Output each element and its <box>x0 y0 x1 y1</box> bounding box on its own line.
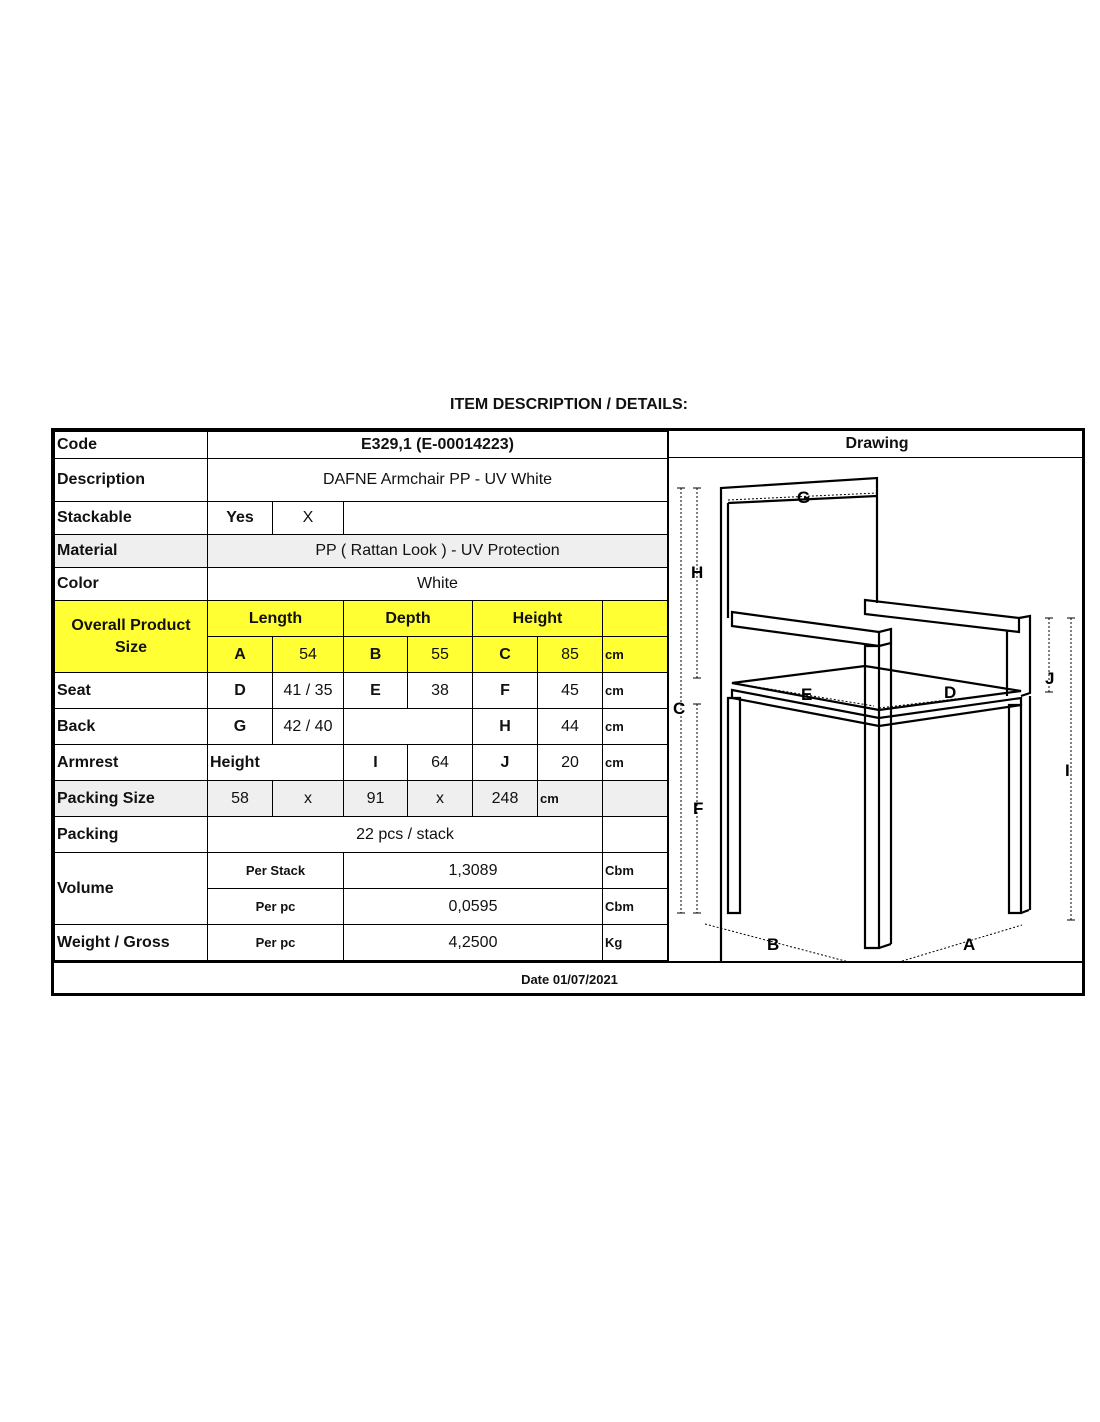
back-g-letter: G <box>208 709 273 745</box>
overall-depth-head: Depth <box>344 601 473 637</box>
overall-unit: cm <box>603 637 668 673</box>
row-packing <box>55 817 668 853</box>
overall-height-head: Height <box>473 601 603 637</box>
row-weight <box>55 925 668 961</box>
volume-per-pc-unit: Cbm <box>603 889 668 925</box>
label-j: J <box>1045 669 1055 688</box>
packing-size-unit: cm <box>538 781 603 817</box>
weight-per-pc-label: Per pc <box>208 925 344 961</box>
label-a: A <box>963 935 976 954</box>
label-d: D <box>944 683 957 702</box>
back-h-value: 44 <box>538 709 603 745</box>
packing-size-w: 58 <box>208 781 273 817</box>
overall-a-letter: A <box>208 637 273 673</box>
packing-size-x2: x <box>408 781 473 817</box>
volume-per-pc-value: 0,0595 <box>344 889 603 925</box>
stackable-empty <box>344 502 668 535</box>
footer-date: Date 01/07/2021 <box>54 961 1085 996</box>
spec-sheet <box>51 428 1085 996</box>
chair-drawing <box>667 458 1085 961</box>
overall-c-value: 85 <box>538 637 603 673</box>
armrest-right <box>865 600 1019 632</box>
back-unit: cm <box>603 709 668 745</box>
seat-d-value: 41 / 35 <box>273 673 344 709</box>
overall-b-letter: B <box>344 637 408 673</box>
seat-e-letter: E <box>344 673 408 709</box>
back-label: Back <box>55 709 208 745</box>
row-stackable <box>55 502 668 535</box>
packing-size-blank <box>603 781 668 817</box>
leg-front-right-foot <box>1021 910 1029 913</box>
row-packing-size <box>55 781 668 817</box>
packing-size-x1: x <box>273 781 344 817</box>
description-value: DAFNE Armchair PP - UV White <box>208 459 668 502</box>
material-label: Material <box>55 535 208 568</box>
armrest-label: Armrest <box>55 745 208 781</box>
color-value: White <box>208 568 668 601</box>
seat-d-letter: D <box>208 673 273 709</box>
volume-label: Volume <box>55 853 208 925</box>
leg-front-right <box>1009 705 1021 913</box>
dim-line-a <box>879 925 1022 961</box>
row-armrest <box>55 745 668 781</box>
packing-label: Packing <box>55 817 208 853</box>
dim-line-b <box>705 924 864 961</box>
chair-drawing-svg <box>669 458 1085 961</box>
drawing-title: Drawing <box>667 431 1085 458</box>
weight-label: Weight / Gross <box>55 925 208 961</box>
backrest-outline <box>721 478 877 961</box>
row-description <box>55 459 668 502</box>
packing-size-label: Packing Size <box>55 781 208 817</box>
label-h: H <box>691 563 704 582</box>
row-back <box>55 709 668 745</box>
packing-value: 22 pcs / stack <box>208 817 603 853</box>
weight-value: 4,2500 <box>344 925 603 961</box>
armrest-j-value: 20 <box>538 745 603 781</box>
color-label: Color <box>55 568 208 601</box>
row-material <box>55 535 668 568</box>
code-value: E329,1 (E-00014223) <box>208 432 668 459</box>
overall-a-value: 54 <box>273 637 344 673</box>
label-b: B <box>767 935 780 954</box>
stackable-mark: X <box>273 502 344 535</box>
row-code <box>55 432 668 459</box>
spec-table <box>54 431 668 961</box>
back-empty <box>344 709 473 745</box>
packing-size-d: 91 <box>344 781 408 817</box>
back-g-value: 42 / 40 <box>273 709 344 745</box>
seat-rail <box>732 690 1021 726</box>
label-i: I <box>1065 761 1070 780</box>
label-c: C <box>673 699 686 718</box>
armrest-i-value: 64 <box>408 745 473 781</box>
weight-unit: Kg <box>603 925 668 961</box>
stackable-yes: Yes <box>208 502 273 535</box>
leg-front-left <box>865 646 879 948</box>
leg-front-left-foot <box>879 944 891 948</box>
armrest-unit: cm <box>603 745 668 781</box>
row-color <box>55 568 668 601</box>
back-h-letter: H <box>473 709 538 745</box>
armrest-left <box>732 612 879 646</box>
overall-blank <box>603 601 668 637</box>
volume-per-stack-unit: Cbm <box>603 853 668 889</box>
overall-c-letter: C <box>473 637 538 673</box>
armrest-i-letter: I <box>344 745 408 781</box>
overall-length-head: Length <box>208 601 344 637</box>
packing-size-h: 248 <box>473 781 538 817</box>
row-overall-head <box>55 601 668 637</box>
volume-per-stack-value: 1,3089 <box>344 853 603 889</box>
seat-e-value: 38 <box>408 673 473 709</box>
armrest-j-letter: J <box>473 745 538 781</box>
material-value: PP ( Rattan Look ) - UV Protection <box>208 535 668 568</box>
seat-f-letter: F <box>473 673 538 709</box>
label-e: E <box>801 685 813 704</box>
leg-back-left <box>728 698 740 913</box>
label-f: F <box>693 799 704 818</box>
code-label: Code <box>55 432 208 459</box>
packing-blank <box>603 817 668 853</box>
seat-unit: cm <box>603 673 668 709</box>
page-title: ITEM DESCRIPTION / DETAILS: <box>450 396 688 413</box>
description-label: Description <box>55 459 208 502</box>
volume-per-stack-label: Per Stack <box>208 853 344 889</box>
label-g: G <box>797 488 811 507</box>
overall-b-value: 55 <box>408 637 473 673</box>
armrest-right-post <box>1019 616 1030 696</box>
armrest-left-end <box>879 629 891 646</box>
stackable-label: Stackable <box>55 502 208 535</box>
overall-label: Overall Product Size <box>55 601 208 673</box>
row-seat <box>55 673 668 709</box>
volume-per-pc-label: Per pc <box>208 889 344 925</box>
row-volume-stack <box>55 853 668 889</box>
armrest-height-label: Height <box>208 745 344 781</box>
seat-label: Seat <box>55 673 208 709</box>
seat-f-value: 45 <box>538 673 603 709</box>
